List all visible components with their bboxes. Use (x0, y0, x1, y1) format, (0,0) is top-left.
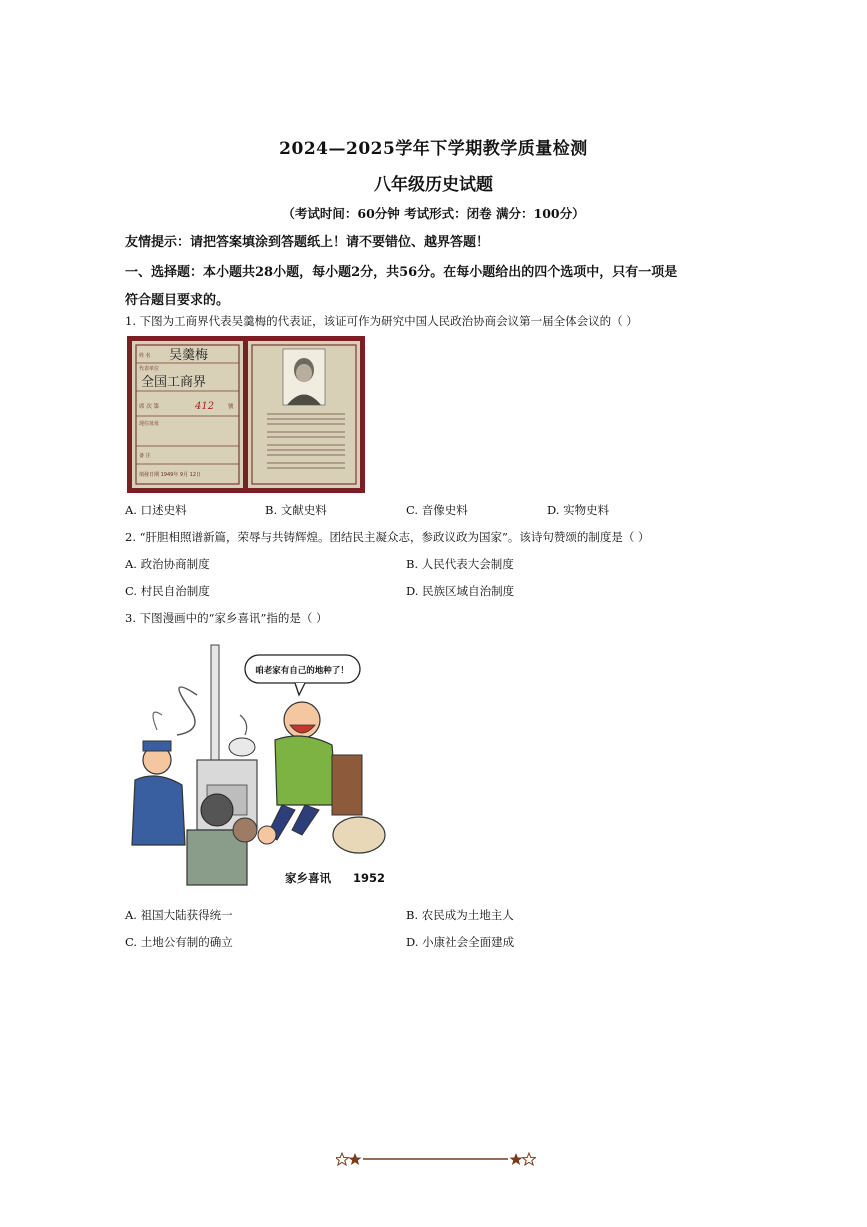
q2-option-c[interactable]: C. 村民自治制度 (125, 584, 210, 598)
question-1-stem: 1. 下图为工商界代表吴羹梅的代表证，该证可作为研究中国人民政治协商会议第一届全体会议的（ ） (125, 314, 638, 328)
q1-option-b[interactable]: B. 文献史料 (265, 503, 327, 517)
friendly-tip: 友情提示：请把答案填涂到答题纸上！请不要错位、越界答题！ (125, 235, 490, 250)
card-name: 吴羹梅 (169, 348, 209, 363)
q2-option-a[interactable]: A. 政治协商制度 (125, 557, 210, 571)
card-address-label: 现住址址 (139, 421, 160, 427)
card-seat-number: 412 (195, 401, 215, 412)
figure-cartoon (127, 635, 389, 890)
cartoon-caption: 家乡喜讯 (285, 871, 331, 885)
card-seq-label: 席 次 第 (139, 404, 159, 410)
footer-ornament (336, 1151, 536, 1167)
question-2-stem: 2. “肝胆相照谱新篇，荣辱与共铸辉煌。团结民主凝众志，参政议政为国家”。该诗句赞颂的制度是（ ） (125, 530, 650, 544)
cartoon-speech: 咱老家有自己的地种了！ (255, 666, 349, 676)
exam-info: （考试时间：60分钟 考试形式：闭卷 满分：100分） (282, 206, 585, 221)
card-unit: 全国工商界 (141, 375, 207, 390)
section-heading: 一、选择题：本小题共28小题，每小题2分，共56分。在每小题给出的四个选项中，只有一项是符合题目要求的。 (125, 265, 678, 308)
q3-option-d[interactable]: D. 小康社会全面建成 (406, 935, 515, 949)
card-name-label: 姓 名 (139, 353, 151, 359)
q3-option-b[interactable]: B. 农民成为土地主人 (406, 908, 514, 922)
star-icon (510, 1153, 523, 1165)
subject-title: 八年级历史试题 (374, 175, 493, 195)
card-seq-suffix: 號 (228, 404, 234, 410)
q2-option-b[interactable]: B. 人民代表大会制度 (406, 557, 514, 571)
card-issue-date: 填發日期 1949年 9月 12日 (139, 472, 202, 478)
card-unit-label: 代表单位 (139, 366, 160, 372)
figure-delegate-card (127, 336, 365, 493)
q3-option-c[interactable]: C. 土地公有制的确立 (125, 935, 233, 949)
star-icon (523, 1153, 536, 1165)
question-3-stem: 3. 下图漫画中的“家乡喜讯”指的是（ ） (125, 611, 328, 625)
q3-option-a[interactable]: A. 祖国大陆获得统一 (125, 908, 233, 922)
q1-option-a[interactable]: A. 口述史料 (125, 503, 187, 517)
star-icon (336, 1153, 349, 1165)
star-icon (349, 1153, 362, 1165)
cartoon-year: 1952 (353, 871, 386, 885)
card-remark-label: 备 注 (139, 453, 151, 459)
q1-option-c[interactable]: C. 音像史料 (406, 503, 468, 517)
q1-option-d[interactable]: D. 实物史料 (547, 503, 610, 517)
q2-option-d[interactable]: D. 民族区域自治制度 (406, 584, 515, 598)
exam-title: 2024—2025学年下学期教学质量检测 (279, 139, 588, 159)
